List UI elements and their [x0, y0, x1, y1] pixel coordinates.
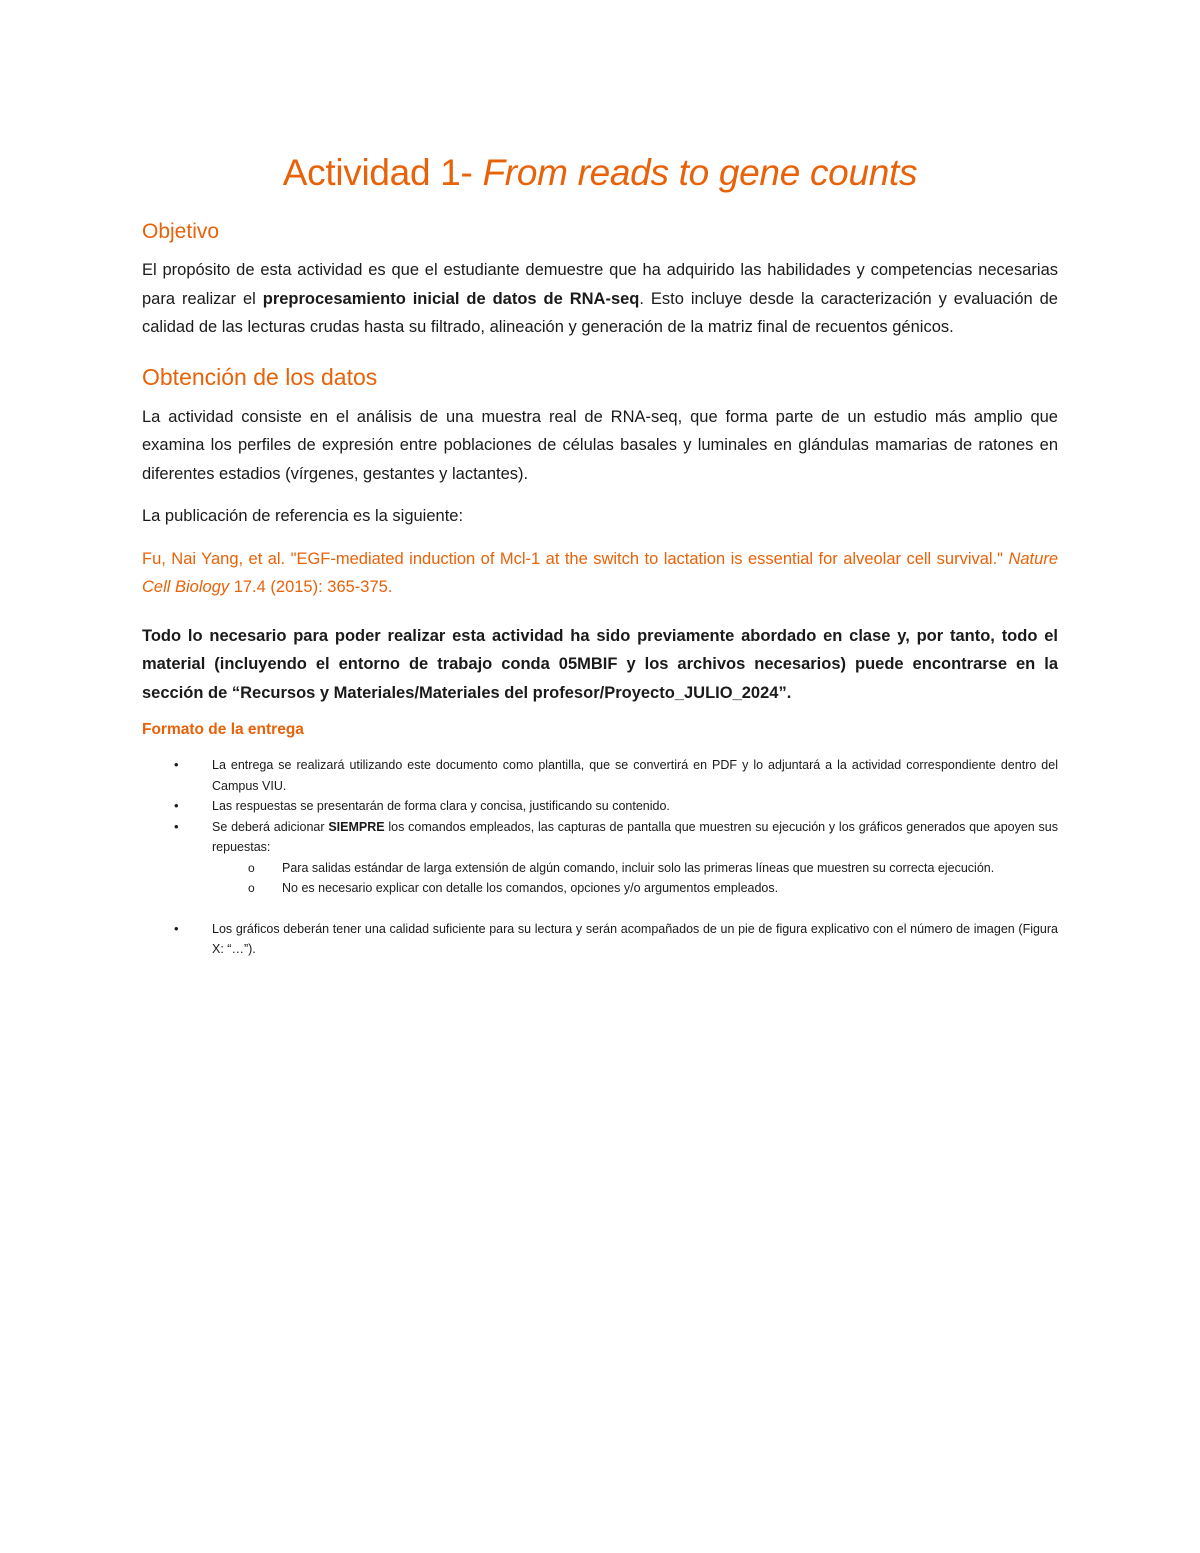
materials-note: Todo lo necesario para poder realizar esta actividad ha sido previamente abordado en clase y, por tanto, todo el material (incluyendo el entorno de trabajo conda 05MBIF y los archivos necesarios) puede encontrarse en la sección de “Recursos y Materiales/Materiales del profesor/Proyecto_JULIO_2024”. — [142, 626, 1058, 702]
bullet-bold: SIEMPRE — [328, 819, 385, 834]
bullet-icon: • — [174, 798, 179, 813]
sub-bullet-icon: o — [248, 881, 255, 895]
list-item — [142, 796, 1058, 817]
heading-obtencion: Obtención de los datos — [142, 363, 378, 390]
objetivo-paragraph — [142, 256, 1058, 342]
list-item — [142, 919, 1058, 960]
obtencion-paragraph: La actividad consiste en el análisis de una muestra real de RNA-seq, que forma parte de un estudio más amplio que examina los perfiles de expresión entre poblaciones de células basales y luminales en glándulas mamarias de ratones en diferentes estadios (vírgenes, gestantes y lactantes). — [142, 407, 1058, 483]
bullet-icon: • — [174, 818, 179, 834]
objetivo-text-1: El propósito de esta actividad es que el estudiante demuestre que ha adquirido las habilidades y competencias necesarias para realizar el — [142, 261, 1058, 308]
reference-intro: La publicación de referencia es la siguiente: — [142, 507, 464, 525]
ref-text-2: 17.4 (2015): 365-375. — [229, 578, 393, 596]
bullet-text-1: Se deberá adicionar — [212, 819, 329, 834]
heading-formato: Formato de la entrega — [142, 721, 304, 738]
list-item — [142, 755, 1058, 796]
bullet-text: Las respuestas se presentarán de forma clara y concisa, justificando su contenido. — [212, 799, 670, 813]
bullet-text-2: los comandos empleados, las capturas de pantalla que muestren su ejecución y los gráficos generados que apoyen sus repuestas: — [212, 819, 1058, 854]
formato-list — [142, 755, 1058, 960]
sub-list — [212, 858, 1058, 899]
ref-journal: Nature Cell Biology — [142, 549, 1058, 596]
reference-citation — [142, 545, 1058, 602]
bullet-icon: • — [174, 920, 179, 936]
objetivo-bold: preprocesamiento inicial de datos de RNA-seq — [262, 289, 640, 308]
ref-text-1: Fu, Nai Yang, et al. "EGF-mediated induction of Mcl-1 at the switch to lactation is essential for alveolar cell survival." — [142, 549, 1009, 568]
bullet-text: Los gráficos deberán tener una calidad suficiente para su lectura y serán acompañados de un pie de figura explicativo con el número de imagen (Figura X: “…”). — [212, 921, 1058, 956]
sub-bullet-text: Para salidas estándar de larga extensión de algún comando, incluir solo las primeras líneas que muestren su correcta ejecución. — [282, 860, 995, 875]
sub-bullet-icon: o — [248, 860, 255, 875]
bullet-text: La entrega se realizará utilizando este documento como plantilla, que se convertirá en PDF y lo adjuntará a la actividad correspondiente dentro del Campus VIU. — [212, 758, 1058, 793]
bullet-icon: • — [174, 757, 179, 772]
sub-list-item — [212, 858, 1058, 879]
list-item — [142, 817, 1058, 899]
document-title — [142, 152, 1058, 194]
heading-objetivo: Objetivo — [142, 220, 220, 243]
sub-bullet-text: No es necesario explicar con detalle los comandos, opciones y/o argumentos empleados. — [282, 881, 779, 895]
title-plain: Actividad 1- — [282, 152, 483, 193]
title-italic: From reads to gene counts — [482, 152, 918, 193]
sub-list-item — [212, 878, 1058, 899]
objetivo-text-2: . Esto incluye desde la caracterización y evaluación de calidad de las lecturas crudas hasta su filtrado, alineación y generación de la matriz final de recuentos génicos. — [142, 289, 1058, 336]
